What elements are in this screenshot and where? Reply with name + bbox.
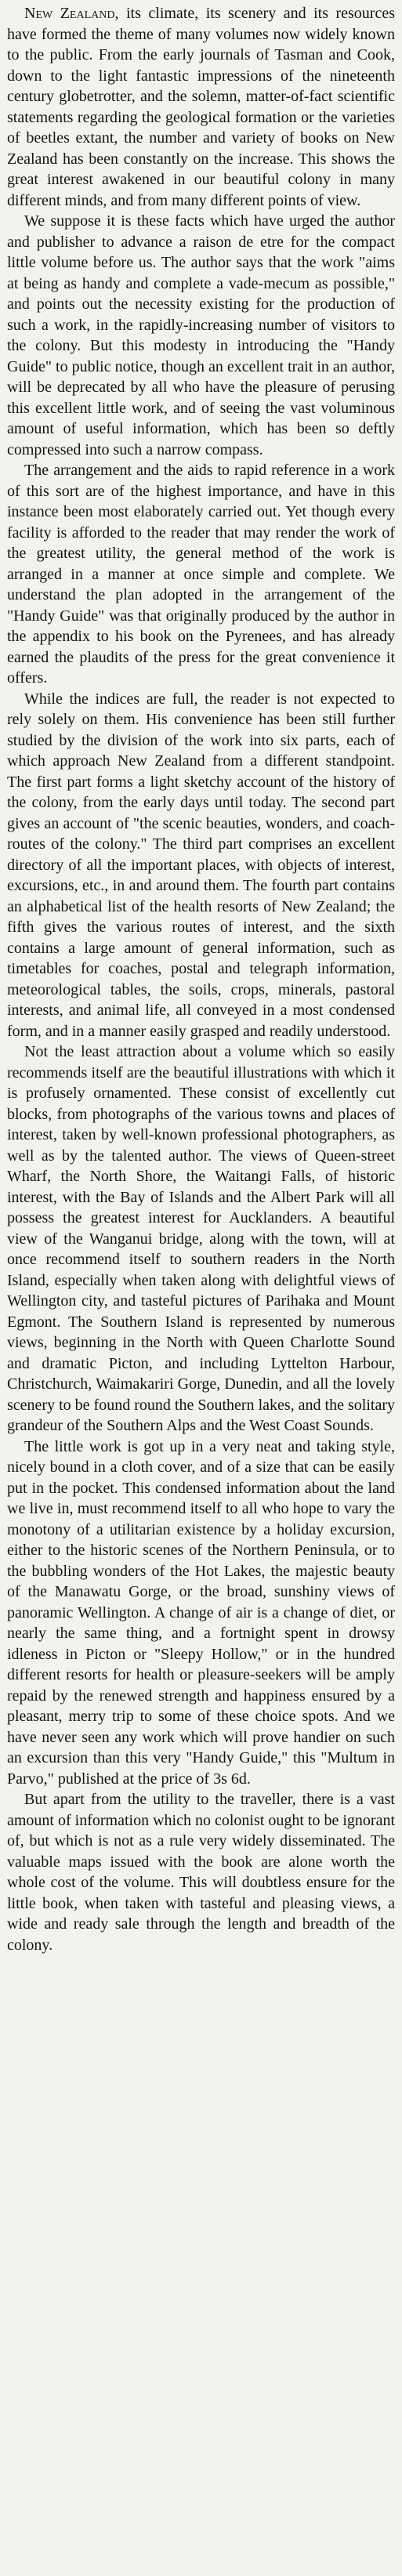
paragraph-4: While the indices are full, the reader is not expected to rely solely on them. His convenience has been still further studied by the division of the work into six parts, each of which approach New Zealand from a different standpoint. The first part forms a light sketchy account of the history of the colony, from the early days until today. The second part gives an account of "the scenic beauties, wonders, and coach-routes of the colony." The third part comprises an excellent directory of all the important places, with objects of interest, excursions, etc., in and around them. The fourth part contains an alphabetical list of the health resorts of New Zealand; the fifth gives the various routes of interest, and the sixth contains a large amount of general information, such as timetables for coaches, postal and telegraph information, meteorological tables, the soils, crops, minerals, pastoral interests, and animal life, all conveyed in a most condensed form, and in a manner easily grasped and readily understood. bbox=[7, 690, 395, 1040]
lead-words: New Zealand, bbox=[24, 5, 119, 22]
paragraph-1-text: its climate, its scenery and its resources have formed the theme of many volumes now widely known to the public. From the early journals of Tasman and Cook, down to the light fantastic impressions of the nineteenth century globetrotter, and the solemn, matter-of-fact scientific statements regarding the geological formation or the varieties of beetles extant, the number and variety of books on New Zealand has been constantly on the increase. This shows the great interest awakened in our beautiful colony in many different minds, and from many different points of view. bbox=[7, 5, 395, 209]
paragraph-6: The little work is got up in a very neat and taking style, nicely bound in a cloth cover, and of a size that can be easily put in the pocket. This condensed information about the land we live in, must recommend itself to all who hope to vary the monotony of a utilitarian existence by a holiday excursion, either to the historic scenes of the Northern Peninsula, or to the bubbling wonders of the Hot Lakes, the majestic beauty of the Manawatu Gorge, or the broad, sunshiny views of panoramic Wellington. A change of air is a change of diet, or nearly the same thing, and a fortnight spent in drowsy idleness in Picton or "Sleepy Hollow," or in the hundred different resorts for health or pleasure-seekers will be amply repaid by the renewed strength and happiness ensured by a pleasant, merry trip to some of these choice spots. And we have never seen any work which will prove handier on such an excursion than this very "Handy Guide," this "Multum in Parvo," published at the price of 3s 6d. bbox=[7, 1437, 395, 1788]
paragraph-2: We suppose it is these facts which have urged the author and publisher to advance a raison de etre for the compact little volume before us. The author says that the work "aims at being as handy and complete a vade-mecum as possible," and points out the necessity existing for the production of such a work, in the rapidly-increasing number of visitors to the colony. But this modesty in introducing the "Handy Guide" to public notice, though an excellent trait in an author, will be deprecated by all who have the pleasure of perusing this excellent little work, and of seeing the vast voluminous amount of useful information, which has been so deftly compressed into such a narrow compass. bbox=[7, 212, 395, 458]
paragraph-7: But apart from the utility to the traveller, there is a vast amount of information which no colonist ought to be ignorant of, but which is not as a rule very widely disseminated. The valuable maps issued with the book are alone worth the whole cost of the volume. This will doubtless ensure for the little book, when taken with tasteful and pleasing views, a wide and ready sale through the length and breadth of the colony. bbox=[7, 1791, 395, 1954]
paragraph-1 bbox=[7, 3, 395, 211]
paragraph-3: The arrangement and the aids to rapid reference in a work of this sort are of the highest importance, and have in this instance been most elaborately carried out. Yet though every facility is afforded to the reader that may render the work of the greatest utility, the general method of the work is arranged in a manner at once simple and complete. We understand the plan adopted in the arrangement of the "Handy Guide" was that originally produced by the author in the appendix to his book on the Pyrenees, and has already earned the plaudits of the press for the great convenience it offers. bbox=[7, 462, 395, 687]
paragraph-5: Not the least attraction about a volume which so easily recommends itself are the beautiful illustrations with which it is profusely ornamented. These consist of excellently cut blocks, from photographs of the various towns and places of interest, taken by well-known professional photographers, as well as by the talented author. The views of Queen-street Wharf, the North Shore, the Waitangi Falls, of historic interest, with the Bay of Islands and the Albert Park will all possess the greatest interest for Aucklanders. A beautiful view of the Wanganui bridge, along with the town, will at once recommend itself to southern readers in the North Island, especially when taken along with delightful views of Wellington city, and tasteful pictures of Parihaka and Mount Egmont. The Southern Island is represented by numerous views, beginning in the North with Queen Charlotte Sound and dramatic Picton, and including Lyttelton Harbour, Christchurch, Waimakariri Gorge, Dunedin, and all the lovely scenery to be found round the Southern lakes, and the solitary grandeur of the Southern Alps and the West Coast Sounds. bbox=[7, 1043, 395, 1434]
